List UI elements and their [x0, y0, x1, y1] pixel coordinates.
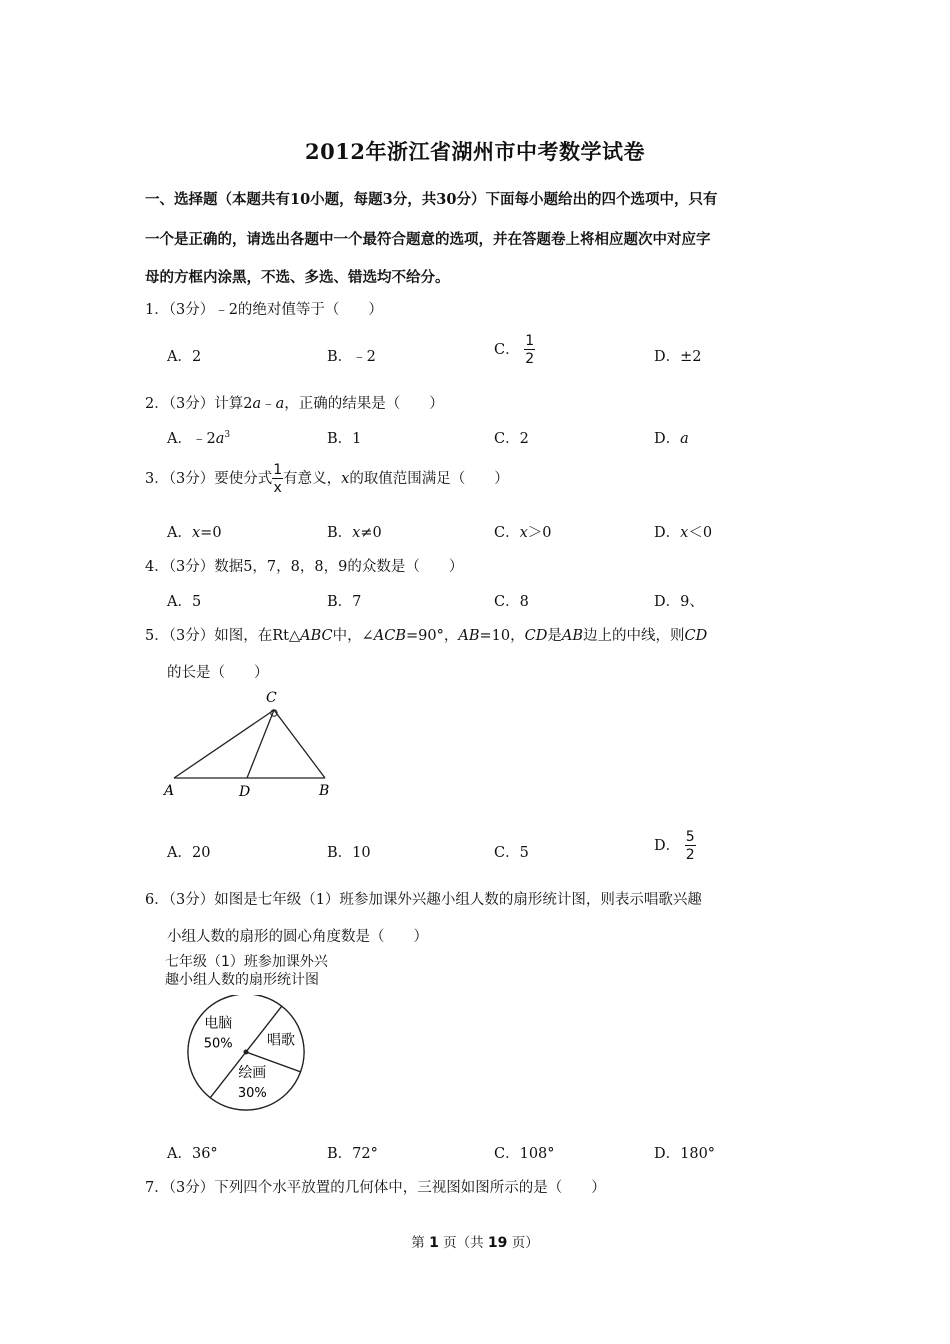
q5-option-b: B．10	[327, 845, 371, 861]
question-5-stem	[145, 624, 707, 645]
q2-var-a2: a	[275, 396, 285, 412]
option-rest: ＜0	[688, 525, 713, 541]
q2-option-d-label: D．	[654, 431, 681, 447]
fraction-numerator: 5	[685, 829, 695, 845]
option-var: x	[352, 525, 361, 541]
point-a-label: A	[164, 783, 175, 799]
pie-chart-title	[165, 953, 328, 989]
median-cd	[247, 710, 274, 778]
q2-option-b: B．1	[327, 431, 362, 447]
page-title: 2012年浙江省湖州市中考数学试卷	[305, 139, 645, 164]
footer-text: 第	[411, 1235, 430, 1251]
side-ac	[174, 710, 274, 778]
option-label: B．	[327, 525, 353, 541]
q5-stem-part: 中，∠	[332, 628, 374, 644]
pie-chart	[180, 995, 320, 1120]
q2-option-a-var: a	[215, 431, 225, 447]
q2-var-a1: a	[252, 396, 262, 412]
q5-segment-ab: AB	[561, 628, 583, 644]
section-instructions-line3: 母的方框内涂黑，不选、多选、错选均不给分。	[145, 269, 450, 286]
q3-option-b	[327, 521, 382, 542]
q3-option-c	[494, 521, 552, 542]
q5-stem-part: 5．（3分）如图，在Rt△	[145, 628, 301, 644]
fraction-numerator: 1	[525, 333, 535, 349]
q2-option-d	[654, 427, 689, 448]
q3-stem-var: x	[341, 471, 350, 487]
question-6-stem-line1: 6．（3分）如图是七年级（1）班参加课外兴趣小组人数的扇形统计图，则表示唱歌兴趣	[145, 892, 702, 908]
q2-option-d-var: a	[680, 431, 689, 447]
fraction-numerator: 1	[273, 462, 283, 478]
footer-text: 页）	[507, 1235, 539, 1251]
option-var: x	[191, 525, 201, 541]
q6-option-a: A．36°	[167, 1146, 218, 1162]
q6-option-c: C．108°	[494, 1146, 555, 1162]
option-label: D．	[654, 525, 681, 541]
pie-center-dot	[244, 1050, 249, 1055]
option-var: x	[519, 525, 528, 541]
point-c-label: C	[266, 690, 277, 706]
fraction-denominator: x	[273, 480, 282, 496]
q4-option-a: A．5	[167, 594, 202, 610]
question-1-stem: 1．（3分）﹣2的绝对值等于（ ）	[145, 302, 383, 318]
q5-option-a: A．20	[167, 845, 211, 861]
q4-option-d: D．9、	[654, 594, 704, 610]
q5-stem-part: 边上的中线，则	[582, 628, 685, 644]
question-5-stem-line2: 的长是（ ）	[167, 665, 269, 681]
footer-text: 页（共	[438, 1235, 488, 1251]
fraction-denominator: 2	[525, 351, 535, 367]
pie-slice-value-3: 30%	[237, 1085, 267, 1101]
pie-chart-title-line2: 趣小组人数的扇形统计图	[165, 972, 319, 988]
section-instructions-line1: 一、选择题（本题共有10小题，每题3分，共30分）下面每小题给出的四个选项中，只有	[145, 191, 718, 208]
point-d-label: D	[239, 784, 251, 800]
total-page-count: 19	[487, 1235, 508, 1251]
q3-stem-part: 的取值范围满足（ ）	[349, 471, 509, 487]
q1-option-c	[494, 334, 535, 366]
q1-option-c-fraction	[524, 334, 535, 366]
question-7-stem: 7．（3分）下列四个水平放置的几何体中，三视图如图所示的是（ ）	[145, 1180, 606, 1196]
q5-angle-name: ACB	[373, 628, 406, 644]
q5-segment-cd: CD	[684, 628, 708, 644]
q6-option-d: D．180°	[654, 1146, 716, 1162]
q1-option-a: A．2	[167, 349, 202, 365]
question-2-stem	[145, 392, 444, 413]
q2-stem-part: ﹣	[261, 396, 276, 412]
q3-stem-fraction	[272, 463, 283, 495]
q4-option-c: C．8	[494, 594, 529, 610]
q5-segment-ab: AB	[458, 628, 480, 644]
question-4-stem: 4．（3分）数据5，7，8，8，9的众数是（ ）	[145, 559, 464, 575]
q5-triangle-figure	[160, 684, 340, 804]
q3-option-d	[654, 521, 712, 542]
q2-stem-part: 2．（3分）计算2	[145, 396, 253, 412]
option-label: C．	[494, 525, 520, 541]
current-page-number: 1	[429, 1235, 439, 1251]
option-label: A．	[167, 525, 192, 541]
option-var: x	[680, 525, 689, 541]
q1-option-c-label: C．	[494, 342, 520, 358]
q2-option-a-exponent: 3	[224, 430, 231, 441]
q5-stem-part: =90°，	[406, 628, 459, 644]
option-rest: =0	[200, 525, 222, 541]
section-instructions-line2: 一个是正确的，请选出各题中一个最符合题意的选项，并在答题卷上将相应题次中对应字	[145, 231, 711, 248]
q1-option-d: D．±2	[654, 349, 702, 365]
pie-slice-value-1: 50%	[203, 1036, 233, 1052]
q5-triangle-name: ABC	[300, 628, 333, 644]
q5-option-d	[654, 830, 696, 862]
q3-stem-part: 3．（3分）要使分式	[145, 471, 273, 487]
q2-stem-part: ，正确的结果是（ ）	[284, 396, 444, 412]
q4-option-b: B．7	[327, 594, 362, 610]
question-3-stem	[145, 463, 509, 495]
side-cb	[274, 710, 325, 778]
point-b-label: B	[319, 783, 330, 799]
q5-option-d-label: D．	[654, 838, 681, 854]
pie-chart-title-line1: 七年级（1）班参加课外兴	[165, 954, 328, 970]
q2-option-a-label: A．﹣2	[167, 431, 216, 447]
q2-option-c: C．2	[494, 431, 529, 447]
question-6-stem-line2: 小组人数的扇形的圆心角度数是（ ）	[167, 929, 428, 945]
q3-option-a	[167, 521, 222, 542]
q5-stem-part: =10，	[479, 628, 525, 644]
pie-slice-label-2: 唱歌	[266, 1032, 295, 1049]
option-rest: ≠0	[360, 525, 382, 541]
q6-option-b: B．72°	[327, 1146, 378, 1162]
q5-option-c: C．5	[494, 845, 529, 861]
q1-option-b: B．﹣2	[327, 349, 376, 365]
q5-segment-cd: CD	[524, 628, 548, 644]
pie-slice-label-1: 电脑	[204, 1015, 233, 1032]
q5-option-d-fraction	[685, 830, 696, 862]
q5-stem-part: 是	[547, 628, 562, 644]
fraction-denominator: 2	[685, 847, 695, 863]
page-footer	[0, 1231, 950, 1251]
q2-option-a	[167, 427, 230, 448]
q3-stem-part: 有意义，	[283, 471, 342, 487]
option-rest: ＞0	[527, 525, 552, 541]
pie-slice-label-3: 绘画	[238, 1064, 267, 1081]
